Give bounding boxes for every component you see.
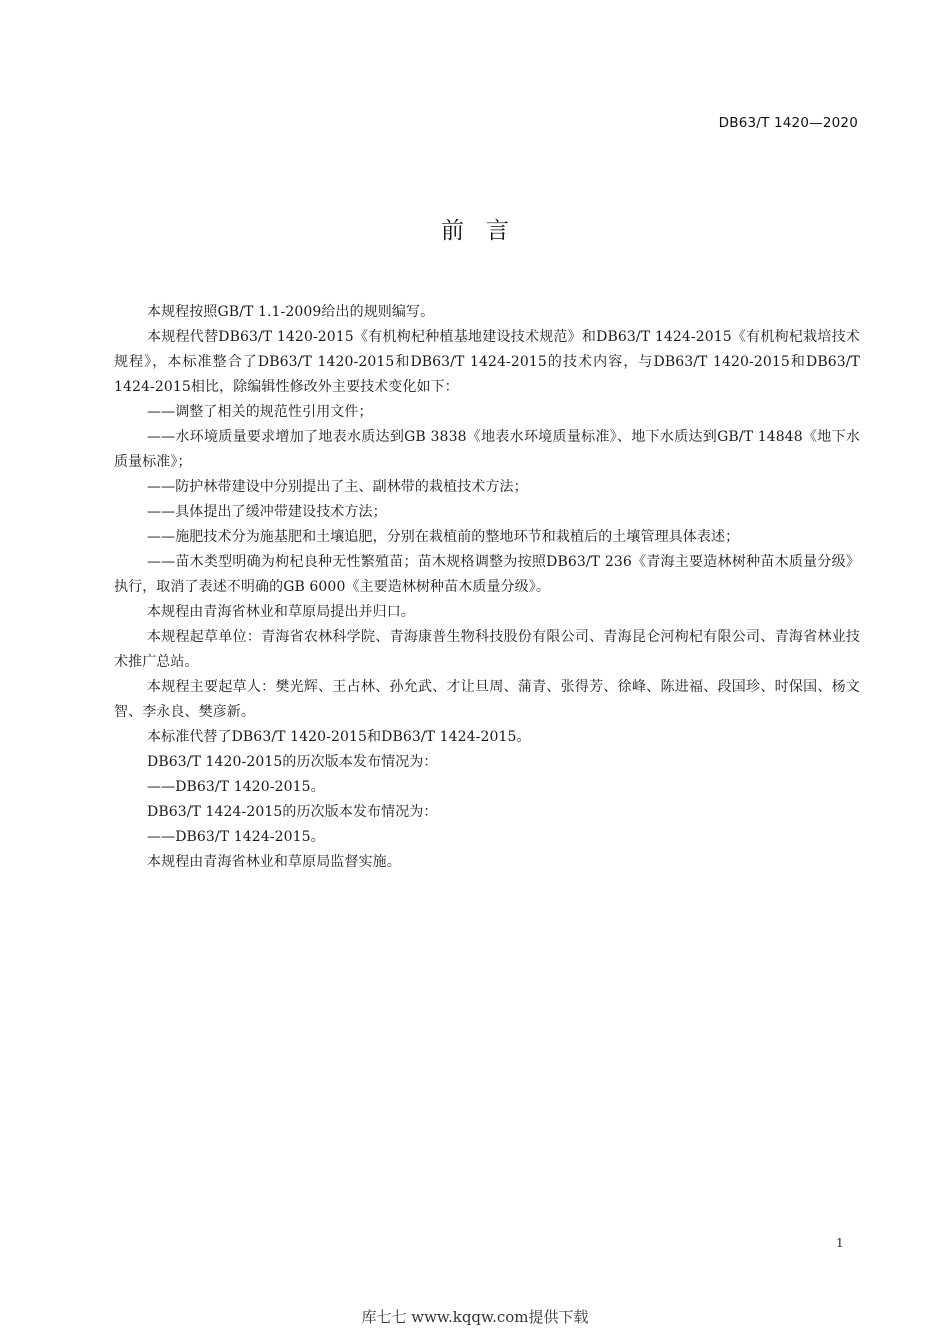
change-item: ——防护林带建设中分别提出了主、副林带的栽植技术方法； xyxy=(147,479,528,495)
change-item: ——具体提出了缓冲带建设技术方法； xyxy=(147,504,387,520)
paragraph-history-item: ——DB63/T 1424-2015。 xyxy=(147,829,325,845)
paragraph-drafting-units: 本规程起草单位：青海省农林科学院、青海康普生物科技股份有限公司、青海昆仑河枸杞有限公司、青海省林业技术推广总站。 xyxy=(114,629,860,670)
paragraph-replaces: 本标准代替了DB63/T 1420-2015和DB63/T 1424-2015。 xyxy=(147,729,531,745)
paragraph-history-item: ——DB63/T 1420-2015。 xyxy=(147,779,325,795)
paragraph-supervision: 本规程由青海省林业和草原局监督实施。 xyxy=(147,854,401,870)
paragraph-drafters: 本规程主要起草人：樊光辉、王占林、孙允武、才让旦周、蒲青、张得芳、徐峰、陈进福、段国珍、时保国、杨文智、李永良、樊彦新。 xyxy=(114,679,860,720)
page-number: 1 xyxy=(836,1236,844,1250)
download-watermark: 库七七 www.kqqw.com提供下载 xyxy=(361,1308,589,1326)
paragraph-proposer: 本规程由青海省林业和草原局提出并归口。 xyxy=(147,604,415,620)
foreword-body xyxy=(114,300,860,875)
page-title: 前言 xyxy=(441,218,531,244)
document-code: DB63/T 1420—2020 xyxy=(718,115,858,131)
paragraph-history-heading: DB63/T 1424-2015的历次版本发布情况为： xyxy=(147,804,438,820)
paragraph-history-heading: DB63/T 1420-2015的历次版本发布情况为： xyxy=(147,754,438,770)
change-item: ——调整了相关的规范性引用文件； xyxy=(147,404,373,420)
paragraph-drafting-rules: 本规程按照GB/T 1.1-2009给出的规则编写。 xyxy=(147,304,435,320)
change-item: ——水环境质量要求增加了地表水质达到GB 3838《地表水环境质量标准》、地下水质达到GB/T 14848《地下水质量标准》； xyxy=(114,429,860,470)
paragraph-replacement: 本规程代替DB63/T 1420-2015《有机枸杞种植基地建设技术规范》和DB63/T 1424-2015《有机枸杞栽培技术规程》，本标准整合了DB63/T 1420-2015和DB63/T 1424-2015的技术内容，与DB63/T 1420-2015和DB63/T 1424-2015相比，除编辑性修改外主要技术变化如下： xyxy=(114,329,860,395)
change-item: ——施肥技术分为施基肥和土壤追肥，分别在栽植前的整地环节和栽植后的土壤管理具体表述； xyxy=(147,529,740,545)
change-item: ——苗木类型明确为枸杞良种无性繁殖苗；苗木规格调整为按照DB63/T 236《青海主要造林树种苗木质量分级》执行，取消了表述不明确的GB 6000《主要造林树种苗木质量分级》。 xyxy=(114,554,860,595)
